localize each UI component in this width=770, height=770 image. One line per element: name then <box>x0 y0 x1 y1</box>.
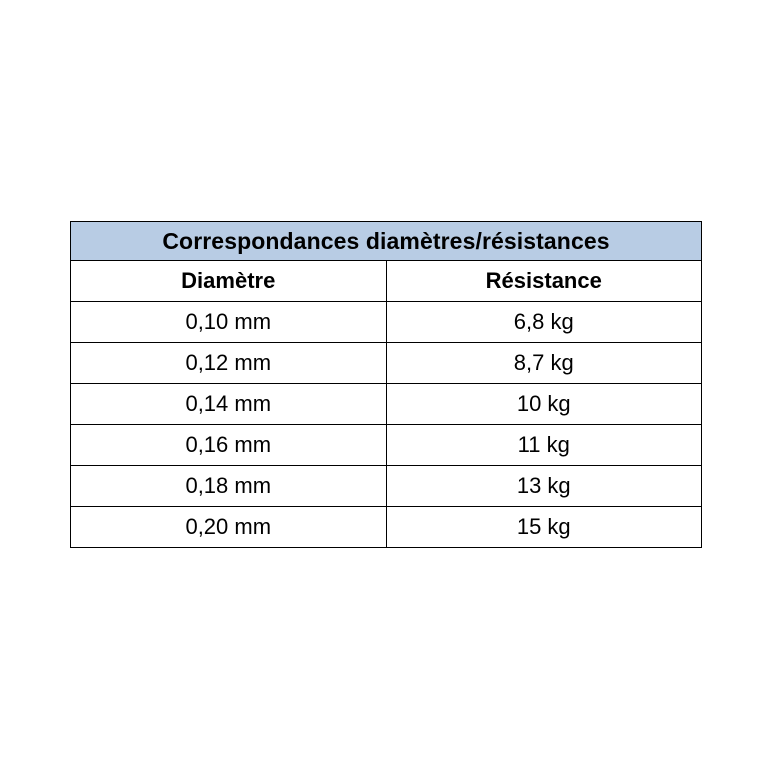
cell-resistance: 10 kg <box>386 384 702 425</box>
table-row <box>71 384 702 425</box>
table-row <box>71 507 702 548</box>
cell-diameter: 0,18 mm <box>71 466 387 507</box>
column-header-diameter: Diamètre <box>71 261 387 302</box>
cell-diameter: 0,16 mm <box>71 425 387 466</box>
table-row <box>71 343 702 384</box>
table-title-row <box>71 222 702 261</box>
cell-resistance: 6,8 kg <box>386 302 702 343</box>
cell-diameter: 0,12 mm <box>71 343 387 384</box>
table-row <box>71 466 702 507</box>
correspondence-table-container <box>70 221 702 548</box>
cell-diameter: 0,20 mm <box>71 507 387 548</box>
table-row <box>71 425 702 466</box>
cell-resistance: 11 kg <box>386 425 702 466</box>
table-title: Correspondances diamètres/résistances <box>71 222 702 261</box>
cell-resistance: 13 kg <box>386 466 702 507</box>
cell-resistance: 8,7 kg <box>386 343 702 384</box>
column-header-resistance: Résistance <box>386 261 702 302</box>
table-header-row <box>71 261 702 302</box>
correspondence-table <box>70 221 702 548</box>
table-row <box>71 302 702 343</box>
cell-diameter: 0,10 mm <box>71 302 387 343</box>
cell-diameter: 0,14 mm <box>71 384 387 425</box>
cell-resistance: 15 kg <box>386 507 702 548</box>
